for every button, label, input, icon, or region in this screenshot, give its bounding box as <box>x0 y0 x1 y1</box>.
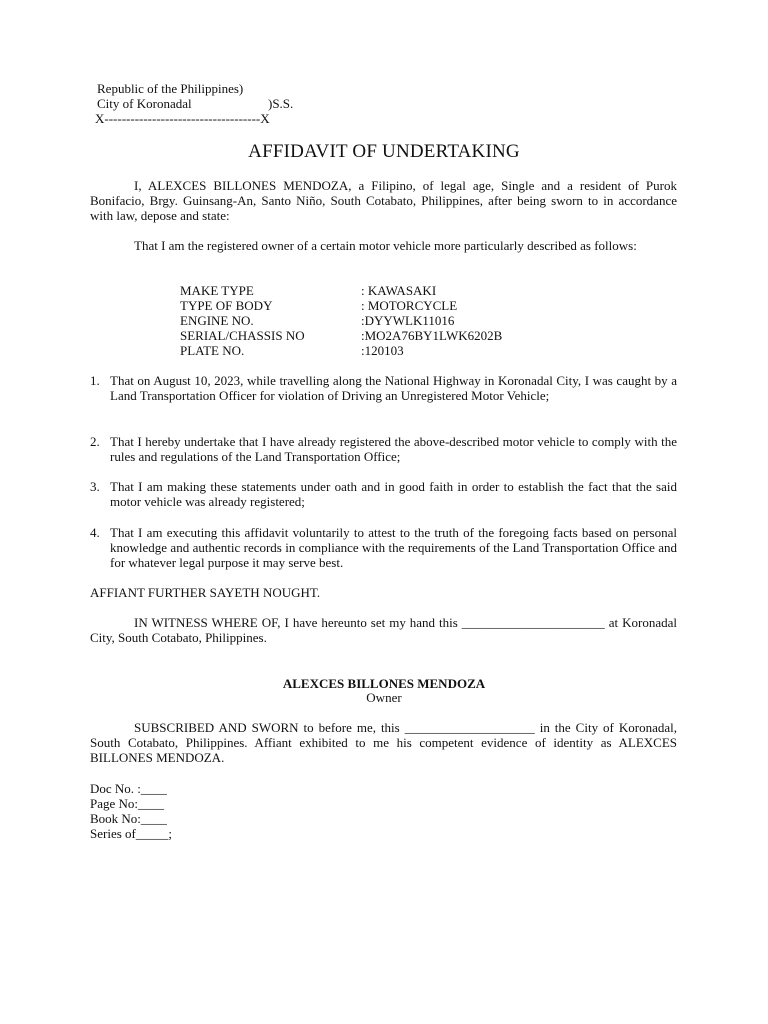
page-number: Page No:____ <box>90 796 165 811</box>
series-number: Series of_____; <box>90 826 172 841</box>
witness-paragraph: IN WITNESS WHERE OF, I have hereunto set my hand this ______________________ at Koronadal City, South Cotabato, Philippines. <box>90 615 677 645</box>
further-statement: AFFIANT FURTHER SAYETH NOUGHT. <box>90 585 321 600</box>
header-ss: )S.S. <box>268 96 294 111</box>
vehicle-label: MAKE TYPE <box>180 283 254 298</box>
list-item-number: 3. <box>90 479 100 494</box>
vehicle-label: TYPE OF BODY <box>180 298 273 313</box>
vehicle-value: :DYYWLK11016 <box>361 313 455 328</box>
subscribed-paragraph: SUBSCRIBED AND SWORN to before me, this ____________________ in the City of Koronadal, South Cotabato, Philippines. Affiant exhibited to me his competent evidence of identity as ALEXCES BILLONES MENDOZA. <box>90 720 677 765</box>
vehicle-value: :MO2A76BY1LWK6202B <box>361 328 503 343</box>
list-item-text: That I am making these statements under oath and in good faith in order to establish the fact that the said motor vehicle was already registered; <box>110 479 677 509</box>
list-item-number: 1. <box>90 373 100 388</box>
vehicle-label: PLATE NO. <box>180 343 245 358</box>
list-item-text: That I hereby undertake that I have already registered the above-described motor vehicle to comply with the rules and regulations of the Land Transportation Office; <box>110 434 677 464</box>
book-number: Book No:____ <box>90 811 167 826</box>
vehicle-label: SERIAL/CHASSIS NO <box>180 328 305 343</box>
list-item-text: That on August 10, 2023, while travelling along the National Highway in Koronadal City, I was caught by a Land Transportation Officer for violation of Driving an Unregistered Motor Vehicle; <box>110 373 677 403</box>
list-item-number: 2. <box>90 434 100 449</box>
vehicle-value: : MOTORCYCLE <box>361 298 458 313</box>
list-item-text: That I am executing this affidavit voluntarily to attest to the truth of the foregoing facts based on personal knowledge and authentic records in compliance with the requirements of the Land Transportation Office and for whatever legal purpose it may serve best. <box>110 525 677 570</box>
vehicle-value: :120103 <box>361 343 404 358</box>
header-city: City of Koronadal <box>97 96 192 111</box>
header-republic: Republic of the Philippines) <box>97 81 244 96</box>
list-item-number: 4. <box>90 525 100 540</box>
document-title: AFFIDAVIT OF UNDERTAKING <box>248 141 520 162</box>
vehicle-label: ENGINE NO. <box>180 313 254 328</box>
vehicle-value: : KAWASAKI <box>361 283 437 298</box>
signatory-role: Owner <box>366 690 402 705</box>
doc-number: Doc No. :____ <box>90 781 167 796</box>
ownership-paragraph: That I am the registered owner of a certain motor vehicle more particularly described as follows: <box>134 238 637 253</box>
header-divider: X------------------------------------X <box>95 111 270 126</box>
intro-paragraph: I, ALEXCES BILLONES MENDOZA, a Filipino, of legal age, Single and a resident of Purok Bonifacio, Brgy. Guinsang-An, Santo Niño, South Cotabato, Philippines, after being sworn to in accordance with law, depose and state: <box>90 178 677 223</box>
signatory-name: ALEXCES BILLONES MENDOZA <box>282 676 486 691</box>
